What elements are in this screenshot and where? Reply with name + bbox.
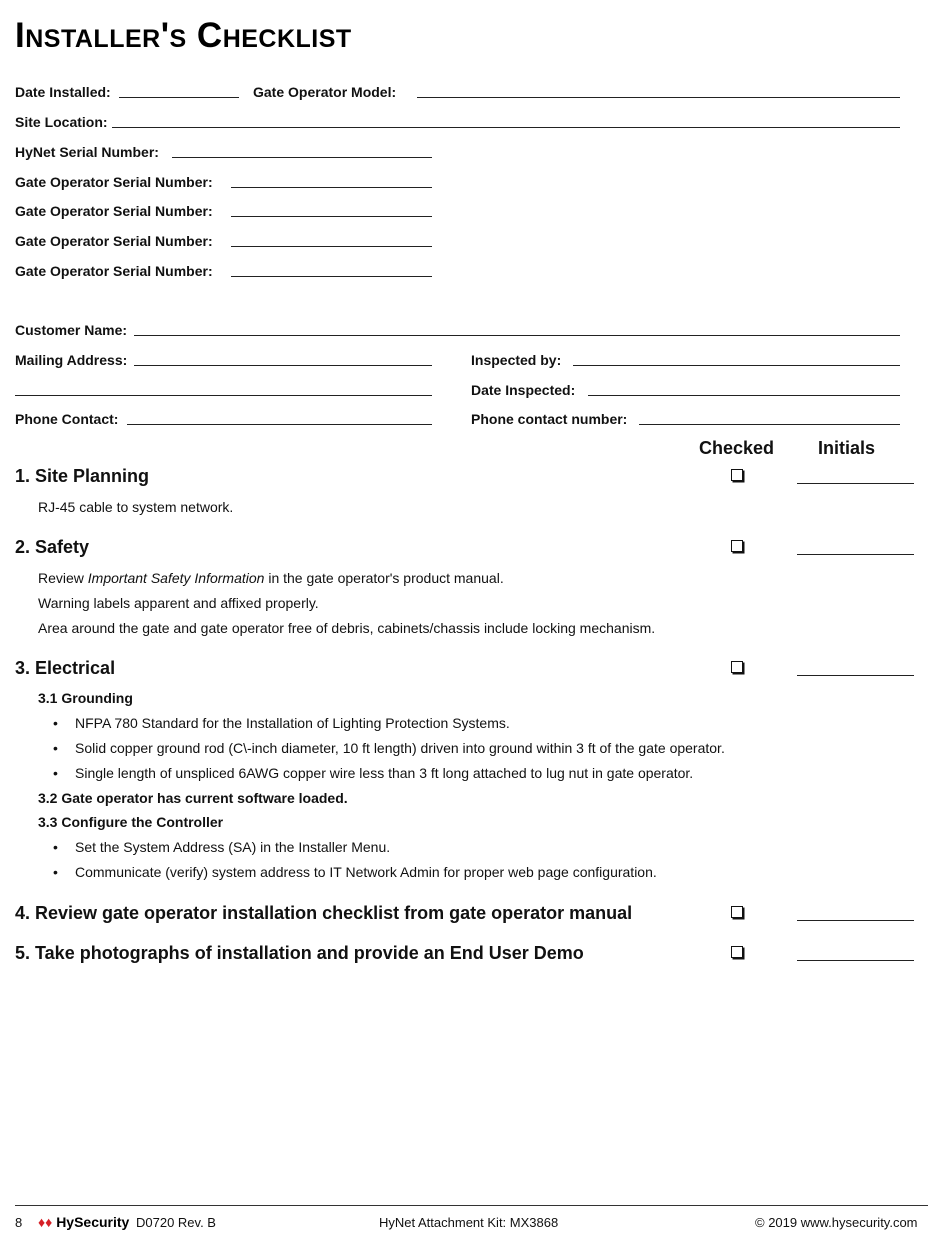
photographs-initials-line[interactable] (797, 960, 914, 961)
gate-operator-serial-field-1 (15, 173, 435, 191)
hysecurity-logo-mark-icon: ♦♦ (38, 1214, 53, 1230)
checked-column-header: Checked (699, 438, 775, 458)
date-installed-line[interactable] (119, 97, 239, 98)
bullet-icon: • (53, 765, 58, 781)
copyright: © 2019 www.hysecurity.com (755, 1215, 918, 1230)
gate-operator-serial-label: Gate Operator Serial Number: (15, 233, 213, 249)
grounding-bullet-3-text: Single length of unspliced 6AWG copper wire less than 3 ft long attached to lug nut in gate operator. (75, 765, 694, 781)
safety-item-3: Area around the gate and gate operator free of debris, cabinets/chassis include locking mechanism. (38, 620, 656, 636)
customer-name-field (15, 321, 903, 339)
section-photographs-title: 5. Take photographs of installation and provide an End User Demo (15, 943, 584, 963)
gate-operator-serial-label: Gate Operator Serial Number: (15, 203, 213, 219)
phone-contact-field (15, 410, 435, 428)
section-site-planning-title: 1. Site Planning (15, 466, 150, 486)
site-planning-checkbox[interactable] (731, 469, 743, 481)
inspected-by-field (471, 351, 903, 369)
bullet-icon: • (53, 864, 58, 880)
date-inspected-line[interactable] (588, 395, 900, 396)
safety-checkbox[interactable] (731, 540, 743, 552)
date-inspected-field (471, 381, 903, 399)
gate-operator-serial-line[interactable] (231, 187, 432, 188)
controller-bullet-2 (53, 863, 657, 881)
safety-initials-line[interactable] (797, 554, 914, 555)
mailing-address-line-2[interactable] (15, 395, 432, 396)
bullet-icon: • (53, 715, 58, 731)
controller-bullet-1 (53, 838, 390, 856)
safety-item-1-pre: Review (38, 570, 88, 586)
gate-operator-model-line[interactable] (417, 97, 900, 98)
page-number: 8 (15, 1215, 23, 1230)
gate-operator-serial-line[interactable] (231, 276, 432, 277)
review-checklist-initials-line[interactable] (797, 920, 914, 921)
hysecurity-logo-text: HySecurity (56, 1214, 130, 1230)
initials-column-header: Initials (818, 438, 876, 458)
site-location-field (15, 113, 903, 131)
electrical-initials-line[interactable] (797, 675, 914, 676)
site-location-label: Site Location: (15, 114, 108, 130)
gate-operator-serial-line[interactable] (231, 216, 432, 217)
gate-operator-model-field (253, 83, 903, 101)
hynet-serial-line[interactable] (172, 157, 432, 158)
controller-bullet-2-text: Communicate (verify) system address to IT Network Admin for proper web page configuration. (75, 864, 657, 880)
mailing-address-line[interactable] (134, 365, 432, 366)
gate-operator-serial-field-2 (15, 202, 435, 220)
safety-item-1-post: in the gate operator's product manual. (264, 570, 504, 586)
grounding-bullet-1 (53, 714, 510, 732)
kit-name: HyNet Attachment Kit: MX3868 (379, 1215, 559, 1230)
mailing-address-line-2-field (15, 381, 435, 399)
customer-name-line[interactable] (134, 335, 900, 336)
phone-contact-label: Phone Contact: (15, 411, 119, 427)
mailing-address-label: Mailing Address: (15, 352, 128, 368)
phone-contact-number-label: Phone contact number: (471, 411, 628, 427)
customer-name-label: Customer Name: (15, 322, 128, 338)
phone-contact-line[interactable] (127, 424, 432, 425)
software-subheading: 3.2 Gate operator has current software loaded. (38, 790, 348, 806)
configure-controller-subheading: 3.3 Configure the Controller (38, 814, 224, 830)
gate-operator-serial-label: Gate Operator Serial Number: (15, 263, 213, 279)
date-installed-field (15, 83, 240, 101)
controller-bullet-1-text: Set the System Address (SA) in the Installer Menu. (75, 839, 391, 855)
electrical-checkbox[interactable] (731, 661, 743, 673)
grounding-bullet-2-text: Solid copper ground rod (C\-inch diameter, 10 ft length) driven into ground within 3 ft of the gate operator. (75, 740, 725, 756)
hysecurity-logo (38, 1213, 129, 1231)
photographs-checkbox[interactable] (731, 946, 743, 958)
grounding-bullet-1-text: NFPA 780 Standard for the Installation of Lighting Protection Systems. (75, 715, 510, 731)
hynet-serial-field (15, 143, 435, 161)
gate-operator-model-label: Gate Operator Model: (253, 84, 397, 100)
site-planning-initials-line[interactable] (797, 483, 914, 484)
safety-item-1 (38, 569, 504, 587)
site-planning-item: RJ-45 cable to system network. (38, 499, 234, 515)
safety-item-1-emphasis: Important Safety Information (87, 570, 265, 586)
gate-operator-serial-line[interactable] (231, 246, 432, 247)
site-location-line[interactable] (112, 127, 900, 128)
phone-contact-number-field (471, 410, 903, 428)
review-checklist-checkbox[interactable] (731, 906, 743, 918)
gate-operator-serial-field-4 (15, 262, 435, 280)
date-inspected-label: Date Inspected: (471, 382, 576, 398)
section-electrical-title: 3. Electrical (15, 658, 116, 678)
section-safety-title: 2. Safety (15, 537, 90, 557)
safety-item-2: Warning labels apparent and affixed properly. (38, 595, 319, 611)
bullet-icon: • (53, 839, 58, 855)
mailing-address-field (15, 351, 435, 369)
section-review-checklist-title: 4. Review gate operator installation checklist from gate operator manual (15, 903, 633, 923)
hynet-serial-label: HyNet Serial Number: (15, 144, 159, 160)
page-title: Installer's Checklist (15, 16, 352, 55)
inspected-by-line[interactable] (573, 365, 900, 366)
phone-contact-number-line[interactable] (639, 424, 900, 425)
footer-divider (15, 1205, 928, 1206)
document-revision: D0720 Rev. B (136, 1215, 216, 1230)
bullet-icon: • (53, 740, 58, 756)
grounding-subheading: 3.1 Grounding (38, 690, 133, 706)
gate-operator-serial-label: Gate Operator Serial Number: (15, 174, 213, 190)
grounding-bullet-2 (53, 739, 725, 757)
gate-operator-serial-field-3 (15, 232, 435, 250)
inspected-by-label: Inspected by: (471, 352, 562, 368)
grounding-bullet-3 (53, 764, 693, 782)
date-installed-label: Date Installed: (15, 84, 111, 100)
